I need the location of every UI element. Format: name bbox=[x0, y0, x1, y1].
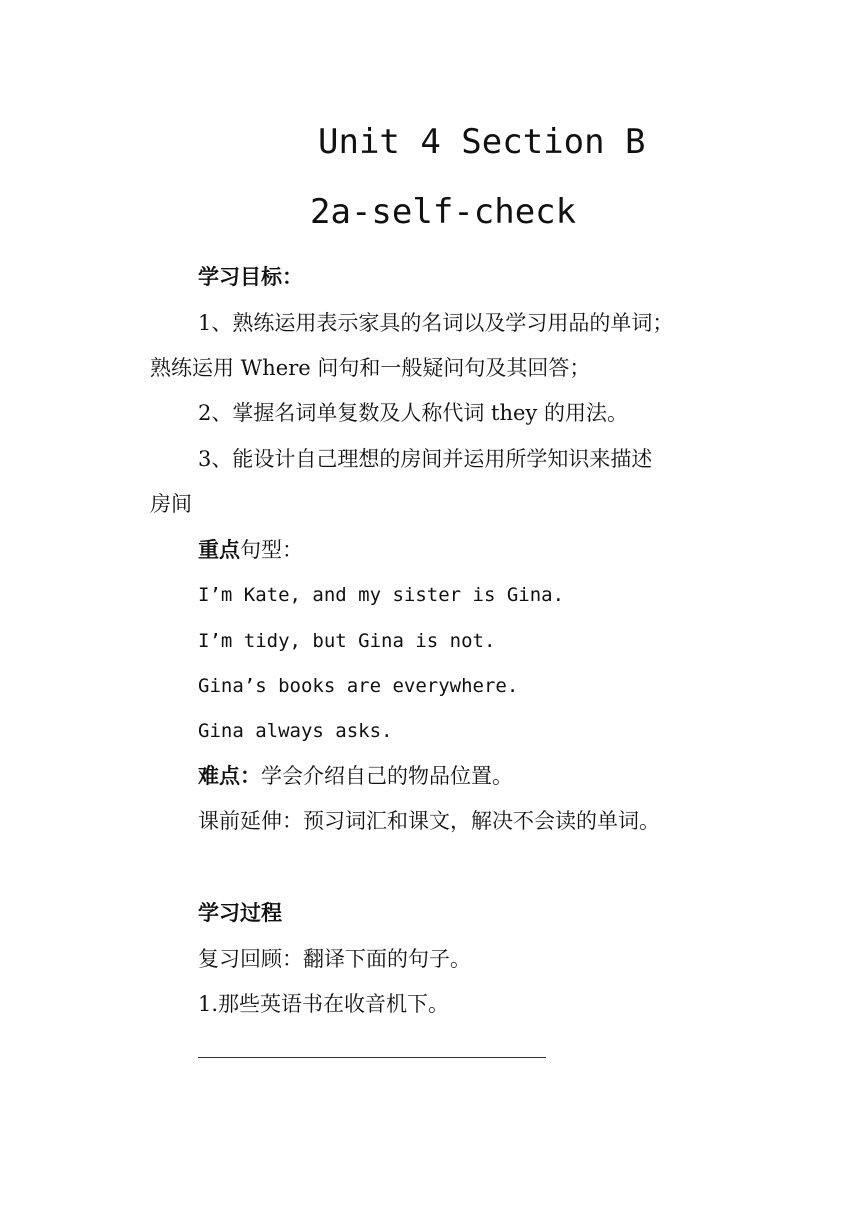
preview-line: 课前延伸：预习词汇和课文，解决不会读的单词。 bbox=[198, 809, 660, 833]
objective-1-cont: 熟练运用 Where 问句和一般疑问句及其回答； bbox=[150, 356, 591, 380]
process-heading: 学习过程 bbox=[198, 900, 282, 925]
answer-blank-line bbox=[198, 1057, 546, 1058]
objective-3-cont: 房间 bbox=[150, 492, 192, 516]
difficulty-line: 难点：学会介绍自己的物品位置。 bbox=[198, 763, 513, 788]
key-sentence-1: I’m Kate, and my sister is Gina. bbox=[198, 584, 565, 606]
objective-1: 1、熟练运用表示家具的名词以及学习用品的单词； bbox=[198, 311, 674, 335]
title-section: 2a-self-check bbox=[310, 192, 577, 232]
key-sentence-4: Gina always asks. bbox=[198, 720, 393, 742]
objective-2: 2、掌握名词单复数及人称代词 they 的用法。 bbox=[198, 401, 628, 425]
objectives-heading: 学习目标： bbox=[198, 264, 303, 289]
key-sentence-2: I’m tidy, but Gina is not. bbox=[198, 630, 496, 652]
key-points-heading: 重点句型： bbox=[198, 537, 303, 562]
title-unit: Unit 4 Section B bbox=[318, 122, 646, 162]
objective-3: 3、能设计自己理想的房间并运用所学知识来描述 bbox=[198, 447, 653, 471]
key-sentence-3: Gina’s books are everywhere. bbox=[198, 675, 519, 697]
question-1: 1.那些英语书在收音机下。 bbox=[198, 992, 450, 1016]
review-instruction: 复习回顾：翻译下面的句子。 bbox=[198, 947, 471, 971]
